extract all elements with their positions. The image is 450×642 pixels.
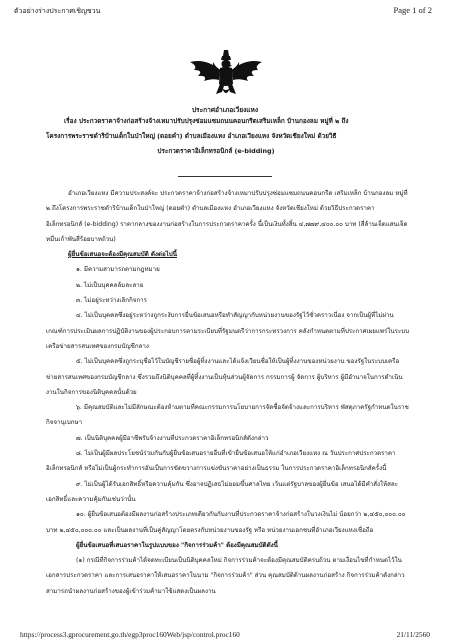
joint-venture-heading: ผู้ยื่นข้อเสนอที่เสนอราคาในรูปแบบของ "กิจการร่วมค้า" ต้องมีคุณสมบัติดังนี้ [76, 541, 278, 549]
qualification-item-5: ๕. ไม่เป็นบุคคลซึ่งถูกระบุชื่อไว้ในบัญชีรายชื่อผู้ทิ้งงานและได้แจ้งเวียนชื่อให้เป็นผู้ทิ้งงานของหน่วยงาน ของรัฐในระบบเครือข่ายสารสนเทศของกรมบัญชีกลาง ซึ่งรวมถึงนิติบุคคลที่ผู้ทิ้งงานเป็นหุ้นส่วนผู้จัดการ กรรมการผู้ จัดการ ผู้บริหาร ผู้มีอำนาจในการดำเนินงานในกิจการของนิติบุคคลนั้นด้วย [46, 358, 403, 396]
qualification-heading: ผู้ยื่นข้อเสนอจะต้องมีคุณสมบัติ ดังต่อไปนี้ [68, 251, 177, 259]
qualification-item-1: ๑. มีความสามารถตามกฎหมาย [76, 266, 160, 274]
qualification-item-6: ๖. มีคุณสมบัติและไม่มีลักษณะต้องห้ามตามที่คณะกรรมการนโยบายการจัดซื้อจัดจ้างและการบริหาร พัสดุภาครัฐกำหนดในราชกิจจานุเบกษา [46, 404, 409, 427]
subject-block [46, 114, 386, 159]
subject-label: เรื่อง [64, 117, 77, 125]
footer-url: https://process3.gprocurement.go.th/egp3proc160Web/jsp/control.proc160 [20, 630, 240, 639]
footer-date: 21/11/2560 [396, 630, 430, 639]
intro-paragraph: อำเภอเวียงแหง มีความประสงค์จะ ประกวดราคาจ้างก่อสร้างจ้างเหมาปรับปรุงซ่อมแซมถนนคอนกรีต เสริมเหล็ก บ้านกองลม หมู่ที่ ๒ ถึงโครงการพระราชดำริบ้านเด็กในป่าใหญ่ (ดอยคำ) ตำบลเมืองแหง อำเภอเวียงแหง จังหวัดเชียงใหม่ ด้วยวิธีประกวดราคาอิเล็กทรอนิกส์ (e-bidding) ราคากลางของงานก่อสร้างในการประกวดราคาครั้ง นี้เป็นเงินทั้งสิ้น ๔,๗๗๙,๔๐๐.๐๐ บาท (สี่ล้านเจ็ดแสนเจ็ดหมื่นเก้าพันสี่ร้อยบาทถ้วน) [46, 190, 408, 243]
qualification-item-9: ๙. ไม่เป็นผู้ได้รับเอกสิทธิ์หรือความคุ้มกัน ซึ่งอาจปฏิเสธไม่ยอมขึ้นศาลไทย เว้นแต่รัฐบาลของผู้ยื่นข้อ เสนอได้มีคำสั่งให้สละเอกสิทธิ์และความคุ้มกันเช่นว่านั้น [46, 480, 398, 503]
subject-line-1: ประกวดราคาจ้างก่อสร้างจ้างเหมาปรับปรุงซ่อมแซมถนนคอนกรีตเสริมเหล็ก บ้านกองลม หมู่ที่ ๒ ถึง [78, 117, 349, 125]
joint-venture-item-1: (๑) กรณีที่กิจการร่วมค้าได้จดทะเบียนเป็นนิติบุคคลใหม่ กิจการร่วมค้าจะต้องมีคุณสมบัติครบถ้วน ตามเงื่อนไขที่กำหนดไว้ในเอกสารประกวดราคา และการเสนอราคาให้เสนอราคาในนาม "กิจการร่วมค้า" ส่วน คุณสมบัติด้านผลงานก่อสร้าง กิจการร่วมค้าดังกล่าวสามารถนำผลงานก่อสร้างของผู้เข้าร่วมค้ามาใช้แสดงเป็นผลงาน [46, 557, 405, 595]
subject-line-2: โครงการพระราชดำริบ้านเด็กในป่าใหญ่ (ดอยคำ) ตำบลเมืองแหง อำเภอเวียงแหง จังหวัดเชียงใหม่ ด้วยวิธี [46, 132, 337, 140]
draft-label: ตัวอย่างร่างประกาศเชิญชวน [14, 7, 101, 15]
office-title: ประกาศอำเภอเวียงแหง [191, 106, 259, 114]
qualification-item-4: ๔. ไม่เป็นบุคคลซึ่งอยู่ระหว่างถูกระงับการยื่นข้อเสนอหรือทำสัญญากับหน่วยงานของรัฐไว้ชั่วคราวเนื่อง จากเป็นผู้ที่ไม่ผ่านเกณฑ์การประเมินผลการปฏิบัติงานของผู้ประกอบการตามระเบียบที่รัฐมนตรีว่าการกระทรวงการ คลังกำหนดตามที่ประกาศเผยแพร่ในระบบเครือข่ายสารสนเทศของกรมบัญชีกลาง [46, 312, 410, 350]
qualification-item-2: ๒. ไม่เป็นบุคคลล้มละลาย [76, 281, 144, 289]
qualification-item-7: ๗. เป็นนิติบุคคลผู้มีอาชีพรับจ้างงานที่ประกวดราคาอิเล็กทรอนิกส์ดังกล่าว [76, 434, 269, 442]
garuda-emblem-icon [186, 48, 266, 100]
qualification-item-3: ๓. ไม่อยู่ระหว่างเลิกกิจการ [76, 297, 147, 305]
subject-line-3: ประกวดราคาอิเล็กทรอนิกส์ (e-bidding) [157, 147, 275, 155]
qualification-item-8: ๘. ไม่เป็นผู้มีผลประโยชน์ร่วมกันกับผู้ยื่นข้อเสนอรายอื่นที่เข้ายื่นข้อเสนอให้แก่อำเภอเวียงแหง ณ วันประกาศประกวดราคาอิเล็กทรอนิกส์ หรือไม่เป็นผู้กระทำการอันเป็นการขัดขวางการแข่งขันราคาอย่างเป็นธรรม ในการประกวดราคาอิเล็กทรอนิกส์ครั้งนี้ [46, 450, 396, 473]
title-divider [178, 176, 272, 177]
qualification-item-10: ๑๐. ผู้ยื่นข้อเสนอต้องมีผลงานก่อสร้างประเภทเดียวกันกับงานที่ประกวดราคาจ้างก่อสร้างในวงเงินไม่ น้อยกว่า ๒,๔๕๐,๐๐๐.๐๐ บาท ๒,๔๕๐,๐๐๐.๐๐ และเป็นผลงานที่เป็นคู่สัญญาโดยตรงกับหน่วยงานของรัฐ หรือ หน่วยงานเอกชนที่อำเภอเวียงแหงเชื่อถือ [46, 511, 406, 534]
page-number: Page 1 of 2 [393, 5, 432, 15]
announcement-body [46, 186, 410, 599]
